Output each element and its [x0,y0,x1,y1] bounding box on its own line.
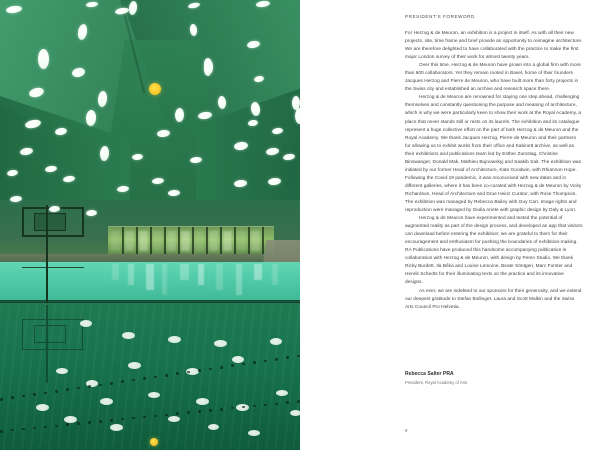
lane-marker-dot [209,368,212,371]
lane-marker-dot [253,361,256,364]
rooflight-reflection [232,356,244,363]
lane-marker-dot [66,388,69,391]
basketball-hoop-structure [22,205,84,303]
lane-marker-dot [198,369,201,372]
rooflight-reflection [110,424,123,431]
signature-role: President, Royal Academy of Arts [405,380,468,385]
text-column [405,14,583,312]
rooflight-reflection [148,392,160,398]
lane-marker-dot [99,384,102,387]
water-reflection-streak [254,264,262,280]
rooflight-reflection [214,340,227,347]
right-page-text [300,0,600,450]
lane-marker-dot [220,366,223,369]
rooflight-reflection [36,404,49,411]
lane-marker-dot [66,423,69,426]
rooflight-reflection [168,336,181,343]
signature-block [405,371,583,385]
section-kicker: PRESIDENT'S FOREWORD [405,14,475,19]
rooflight-reflection [276,390,288,396]
foreword-paragraph: As ever, we are indebted to our sponsors for their generosity, and we extend our deepest gratitude to Stefan Bollinger, Laura and Scott Malkin and the Swiss Arts Council Pro Helvetia. [405,288,582,310]
lane-marker-dot [11,396,14,399]
lane-marker-dot [99,420,102,423]
water-reflection-streak [146,264,154,290]
lane-marker-dot [154,415,157,418]
lane-marker-dot [187,371,190,374]
lane-marker-dot [143,377,146,380]
lane-marker-dot [187,411,190,414]
lane-marker-dot [143,416,146,419]
lane-marker-dot [110,419,113,422]
lane-marker-dot [242,363,245,366]
foreword-paragraph: For Herzog & de Meuron, an exhibition is a project in itself. As with all their new projects, site, time frame and brief provide an opportunity to reimagine architecture. We are therefore delighted to have collaborated with the practice to make the first major London survey of their work for almost twenty years. [405,31,583,61]
water-reflection-streak [162,264,167,295]
foreword-body [405,30,583,312]
lane-marker-dot [132,379,135,382]
rooflight-reflection [248,430,260,436]
lane-marker-dot [176,372,179,375]
lane-marker-dot [33,393,36,396]
foreword-paragraph: Herzog & de Meuron are renowned for staying one step ahead, challenging themselves and constantly questioning the purpose and meaning of architecture, which is why we were particularly keen to show their work at the Royal Academy, a place that never stands still or rests on its laurels. The exhibition and its catalogue represent a huge collective effort on the part of both Herzog & de Meuron and the Royal Academy. We thank Jacques Herzog, Pierre de Meuron and their partners for allowing us to exhibit works from their office and Kabinett archive, as well as their exhibitions and publications team led by Esther Zumstag, Christine Binswanger, Donald Mak, Mathieu Bujnowskyj and Saakib Sait. The exhibition was initiated by our former Head of Architecture, Kate Goodwin, with Rhiannon Hope. Following the Covid-19 pandemic, it was reconceived with new dates and in different galleries, where it has been co-curated with Herzog & de Meuron by Vicky Richardson, Head of Architecture and Drue Heinz Curator, with Rose Thompson. The exhibition was managed by Rebecca Bailey with Guy Carr. Image rights and reproduction were managed by Giulia Ariete with graphic design by Daly & Lyon. [405,95,582,214]
lane-marker-dot [264,360,267,363]
page-number: 9 [405,428,408,433]
lane-marker-dot [275,403,278,406]
rooflight-reflection [270,338,282,345]
lane-marker-dot [286,401,289,404]
water-reflection-streak [216,264,223,290]
lane-marker-dot [44,392,47,395]
lane-marker-dot [165,374,168,377]
lane-marker-dot [286,356,289,359]
lane-marker-dot [88,385,91,388]
lane-marker-dot [209,409,212,412]
lane-marker-dot [198,410,201,413]
rooflight-reflection [290,410,300,416]
foreword-paragraph: Herzog & de Meuron have experimented and tested the potential of augmented reality as part of the design process, and developed an app that visitors can download before entering the exhibition; we are grateful to them for their encouragement and enthusiasm for pushing the boundaries of exhibition-making. RA Publications have produced this handsome accompanying publication in collaboration with Herzog & de Meuron, with design by Pemn Studio. We thank Ricky Burdett, Ila Bêka and Louise Lemoine, Beate Söntgen, Marc Forster and Henrik Schedts for their illuminating texts on the practice and its innovative designs. [405,216,583,286]
lane-marker-dot [0,398,3,401]
lane-marker-dot [55,390,58,393]
rooflight-reflection [64,416,77,423]
lane-marker-dot [165,414,168,417]
signature-name: Rebecca Salter PRA [405,371,454,377]
water-reflection-streak [272,264,278,285]
lane-marker-dot [231,364,234,367]
foreword-paragraph: Over this time, Herzog & de Meuron have grown into a global firm with more than 600 collaborators. Yet they remain rooted in Basel, home of their founders Jacques Herzog and Pierre de Meuron, who have built more than forty projects in the Swiss city and established an archive and research space there. [405,63,581,93]
lane-marker-dot [22,428,25,431]
clerestory-window-strip [108,226,274,255]
water-reflection-streak [236,264,242,295]
lane-marker-dot [0,430,3,433]
lane-marker-dot [242,406,245,409]
lane-marker-dot [176,412,179,415]
lane-marker-dot [154,376,157,379]
lane-marker-dot [22,395,25,398]
rooflight-white [292,96,300,110]
water-reflection-streak [128,264,134,285]
rooflight-reflection [56,368,68,374]
water-reflection-streak [180,264,189,280]
lane-marker-dot [132,417,135,420]
rooflight-reflection [122,332,135,339]
rooflight-reflection [196,398,209,405]
lane-marker-dot [77,387,80,390]
rooflight-reflection [128,362,141,369]
lane-marker-dot [220,408,223,411]
lane-marker-dot [33,427,36,430]
rooflight-reflection [208,424,219,430]
rooflight-yellow [150,438,158,446]
lane-marker-dot [264,404,267,407]
lane-marker-dot [88,421,91,424]
rooflight-white [38,49,49,69]
rooflight-reflection [168,416,180,422]
lane-marker-dot [55,425,58,428]
lane-marker-dot [44,426,47,429]
water-reflection-streak [198,264,204,285]
rooflight-reflection [80,320,92,327]
lane-marker-dot [110,382,113,385]
water-reflection-streak [112,264,119,280]
lane-marker-dot [121,380,124,383]
basketball-hoop-reflection [22,305,84,383]
lane-marker-dot [275,358,278,361]
lane-marker-dot [253,405,256,408]
rooflight-yellow [149,83,161,95]
lane-marker-dot [77,422,80,425]
rooflight-reflection [100,398,113,405]
